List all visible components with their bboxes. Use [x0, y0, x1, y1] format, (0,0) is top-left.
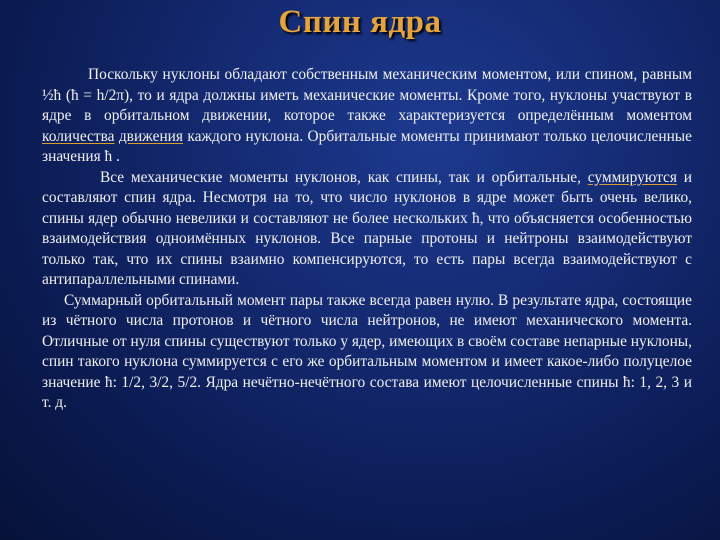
slide-title: Спин ядра: [278, 4, 442, 40]
link-kolichestva[interactable]: количества: [42, 127, 115, 145]
paragraph-2: [42, 168, 692, 291]
link-dvizheniya[interactable]: движения: [118, 127, 183, 145]
paragraph-2-text-b: и составляют спин ядра. Несмотря на то, что число нуклонов в ядре может быть очень велико, спины ядер обычно невелики и составляют не более нескольких ħ, что объясняется особенностью взаимодействия одноимённых нуклонов. Все парные протоны и нейтроны взаимодействуют только так, что их спины взаимно компенсируются, то есть пары всегда взаимодействуют с антипараллельными спинами.: [42, 168, 692, 288]
paragraph-3: [42, 291, 692, 414]
paragraph-1-text-c: каждого нуклона. Орбитальные моменты принимают только целочисленные значения ħ .: [42, 127, 692, 165]
paragraph-2-text-a: Все механические моменты нуклонов, как спины, так и орбитальные,: [100, 168, 588, 186]
paragraph-3-text: Суммарный орбитальный момент пары также всегда равен нулю. В результате ядра, состоящие из чётного числа протонов и чётного числа нейтронов, не имеют механического момента. Отличные от нуля спины существуют только у ядер, имеющих в своём составе непарные нуклоны, спин такого нуклона суммируется с его же орбитальным моментом и имеет какое-либо полуцелое значение ħ: 1/2, 3/2, 5/2. Ядра нечётно-нечётного состава имеют целочисленные спины ħ: 1, 2, 3 и т. д.: [42, 291, 692, 411]
paragraph-1-text-a: Поскольку нуклоны обладают собственным механическим моментом, или спином, равным ½ħ (ħ = h/2π), то и ядра должны иметь механические моменты. Кроме того, нуклоны участвуют в ядре в орбитальном движении, которое также характеризуется определённым моментом: [42, 66, 692, 124]
link-summiruyutsya[interactable]: суммируются: [587, 168, 677, 186]
slide-body: [42, 65, 692, 414]
paragraph-1: [42, 65, 692, 168]
